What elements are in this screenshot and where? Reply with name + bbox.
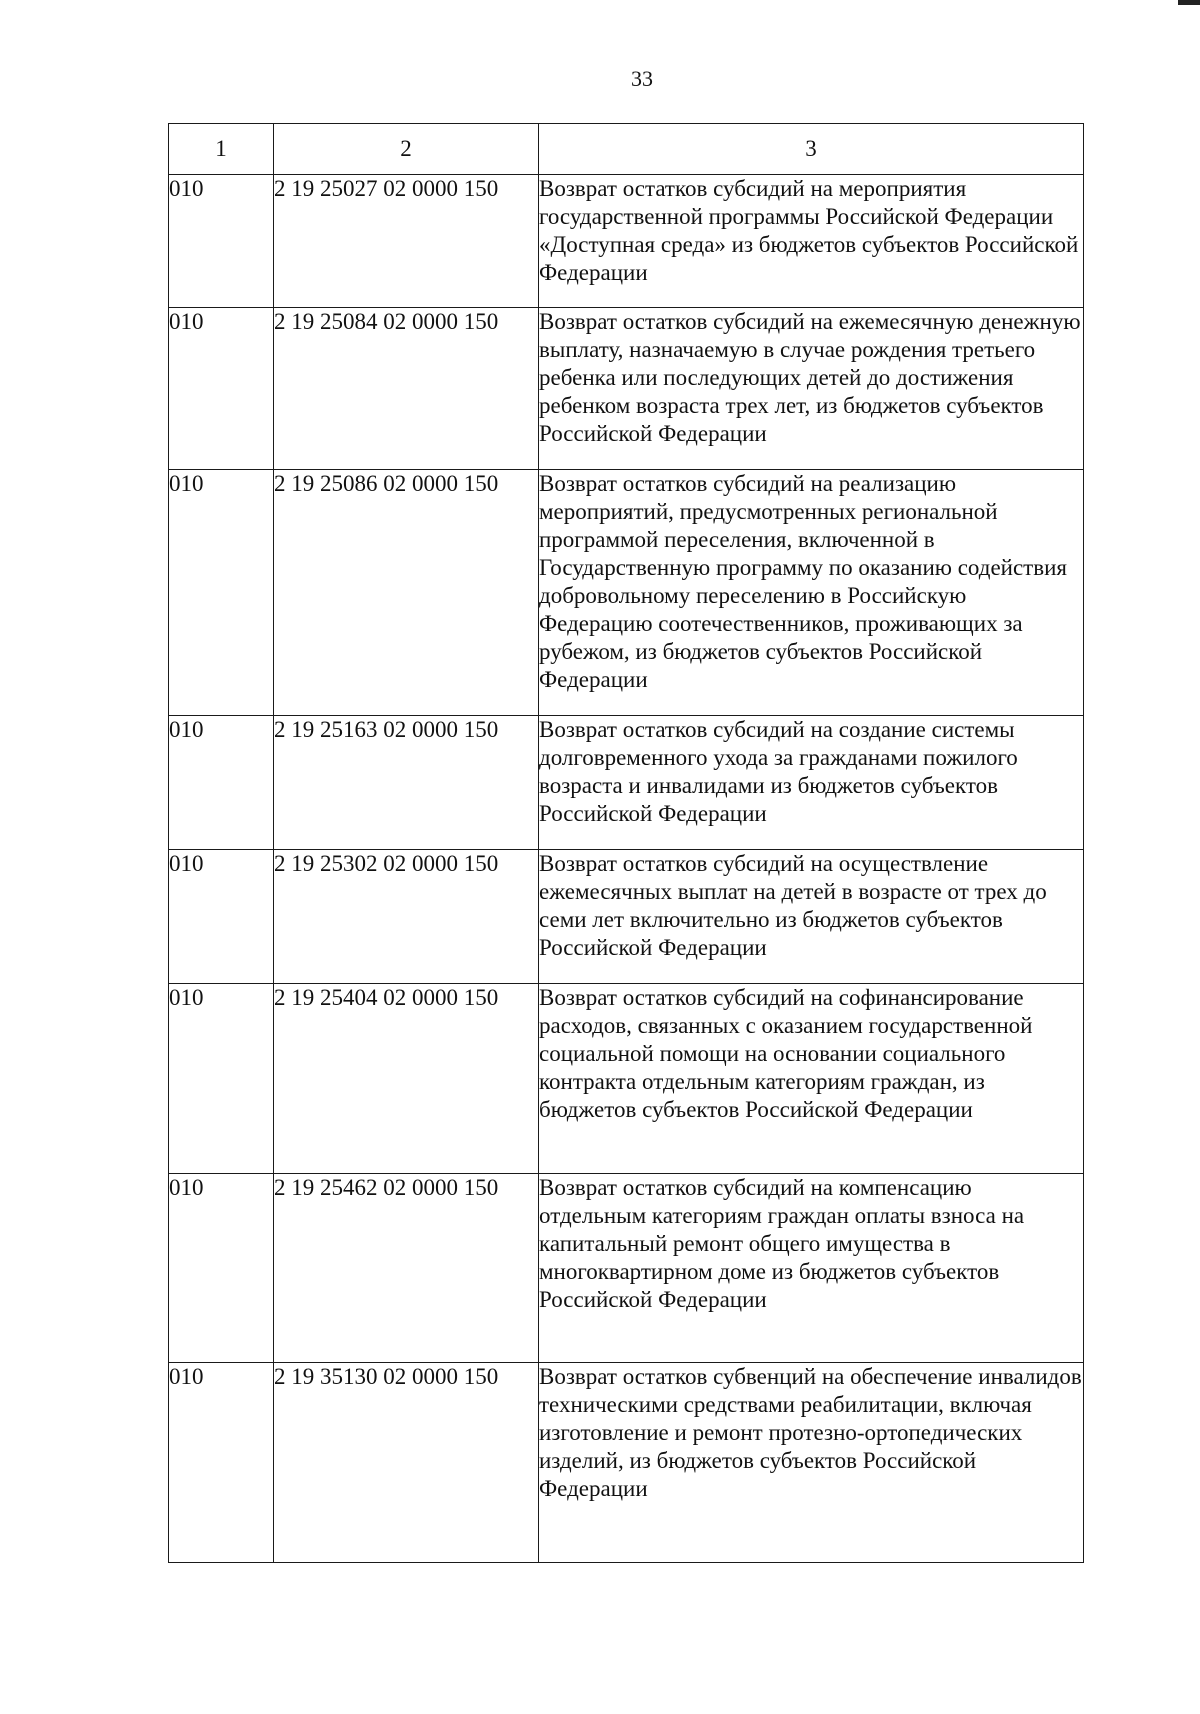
description-cell: Возврат остатков субсидий на ежемесячную денежную выплату, назначаемую в случае рождения третьего ребенка или последующих детей до достижения ребенком возраста трех лет, из бюджетов субъектов Российской Федерации <box>539 308 1084 470</box>
description-cell: Возврат остатков субсидий на компенсацию отдельным категориям граждан оплаты взноса на капитальный ремонт общего имущества в многоквартирном доме из бюджетов субъектов Российской Федерации <box>539 1174 1084 1363</box>
kbk-code-cell: 2 19 25404 02 0000 150 <box>274 984 539 1174</box>
table-row <box>169 470 1084 716</box>
kbk-code-cell: 2 19 25084 02 0000 150 <box>274 308 539 470</box>
page-number: 33 <box>631 66 653 91</box>
description-cell: Возврат остатков субсидий на софинансирование расходов, связанных с оказанием государственной социальной помощи на основании социального контракта отдельным категориям граждан, из бюджетов субъектов Российской Федерации <box>539 984 1084 1174</box>
table-row <box>169 175 1084 308</box>
table-row <box>169 984 1084 1174</box>
kbk-code-cell: 2 19 35130 02 0000 150 <box>274 1363 539 1563</box>
table-row <box>169 716 1084 850</box>
table-header-row <box>169 124 1084 175</box>
budget-codes-table <box>168 123 1084 1563</box>
table-row <box>169 850 1084 984</box>
admin-code-cell: 010 <box>169 175 274 308</box>
description-cell: Возврат остатков субвенций на обеспечение инвалидов техническими средствами реабилитации, включая изготовление и ремонт протезно-ортопедических изделий, из бюджетов субъектов Российской Федерации <box>539 1363 1084 1563</box>
table-row <box>169 308 1084 470</box>
table-row <box>169 1363 1084 1563</box>
description-cell: Возврат остатков субсидий на создание системы долговременного ухода за гражданами пожилого возраста и инвалидами из бюджетов субъектов Российской Федерации <box>539 716 1084 850</box>
kbk-code-cell: 2 19 25302 02 0000 150 <box>274 850 539 984</box>
kbk-code-cell: 2 19 25163 02 0000 150 <box>274 716 539 850</box>
kbk-code-cell: 2 19 25027 02 0000 150 <box>274 175 539 308</box>
admin-code-cell: 010 <box>169 308 274 470</box>
description-cell: Возврат остатков субсидий на осуществление ежемесячных выплат на детей в возрасте от трех до семи лет включительно из бюджетов субъектов Российской Федерации <box>539 850 1084 984</box>
column-header-3: 3 <box>539 124 1084 175</box>
admin-code-cell: 010 <box>169 1174 274 1363</box>
admin-code-cell: 010 <box>169 984 274 1174</box>
admin-code-cell: 010 <box>169 716 274 850</box>
table-row <box>169 1174 1084 1363</box>
admin-code-cell: 010 <box>169 1363 274 1563</box>
kbk-code-cell: 2 19 25462 02 0000 150 <box>274 1174 539 1363</box>
column-header-2: 2 <box>274 124 539 175</box>
kbk-code-cell: 2 19 25086 02 0000 150 <box>274 470 539 716</box>
description-cell: Возврат остатков субсидий на мероприятия государственной программы Российской Федерации «Доступная среда» из бюджетов субъектов Российской Федерации <box>539 175 1084 308</box>
admin-code-cell: 010 <box>169 850 274 984</box>
column-header-1: 1 <box>169 124 274 175</box>
scan-corner-mark <box>1178 0 1200 5</box>
admin-code-cell: 010 <box>169 470 274 716</box>
description-cell: Возврат остатков субсидий на реализацию мероприятий, предусмотренных региональной программой переселения, включенной в Государственную программу по оказанию содействия добровольному переселению в Российскую Федерацию соотечественников, проживающих за рубежом, из бюджетов субъектов Российской Федерации <box>539 470 1084 716</box>
